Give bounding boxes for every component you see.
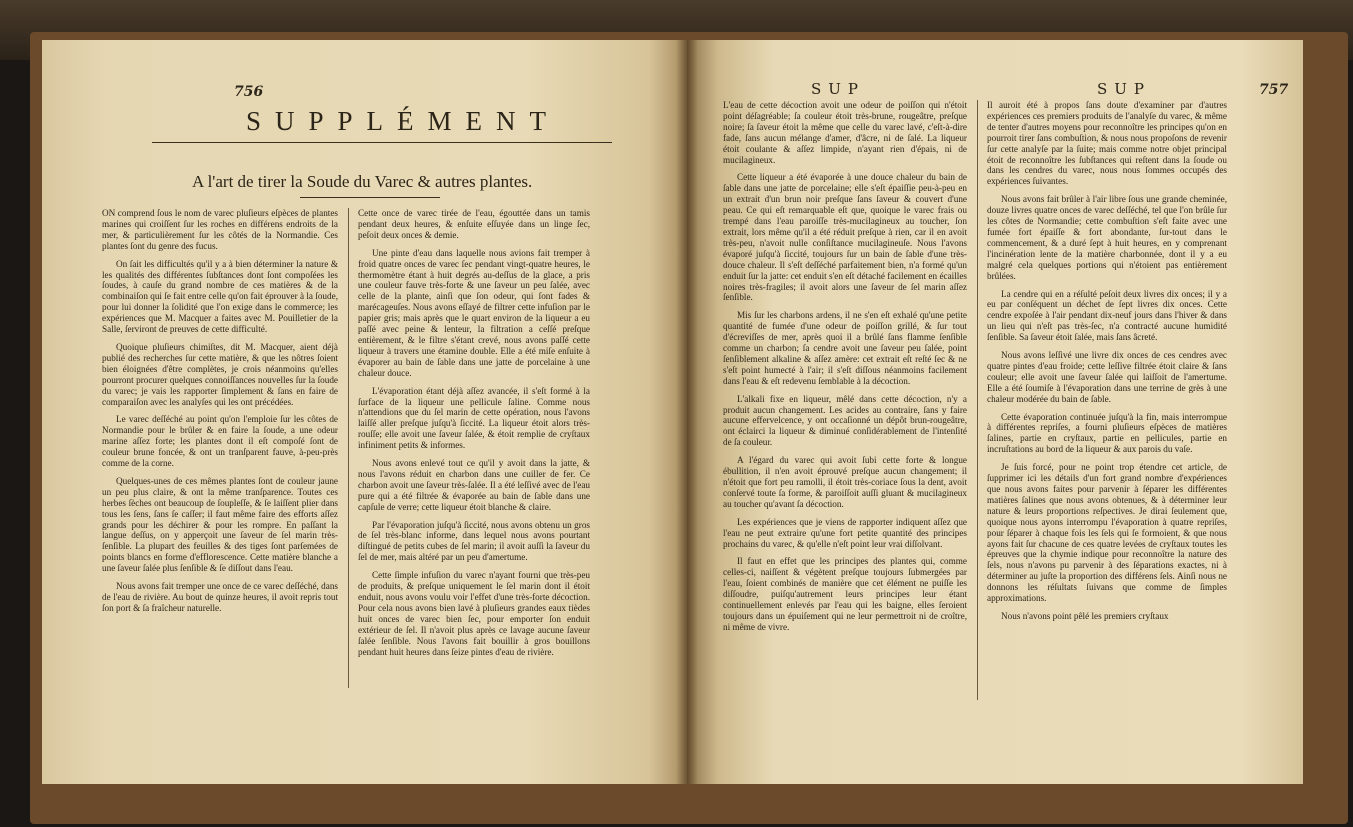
- paragraph: Nous n'avons point pêlé les premiers cryſtaux: [1001, 610, 1169, 621]
- left-column-2: [358, 208, 590, 664]
- paragraph: Nous avons fait brûler à l'air libre ſous une grande cheminée, douze livres quatre onces de varec deſſéché, tel que l'on brûle ſur les côtes de Normandie; cette combuſtion s'eſt faite avec une fumée fort épaiſſe & fort abondante, ſur-tout dans le commencement, & a duré ſept à huit heures, en y comprenant l'incinération lente de la matière charbonnée, dont il y a eu malgré cela quelques portions qui n'étoient pas entièrement brûlées.: [987, 194, 1227, 281]
- paragraph: Nous avons leſſivé une livre dix onces de ces cendres avec quatre pintes d'eau froide; cette leſſive filtrée étoit claire & ſans couleur; elle avoit une ſaveur ſalée qui laiſſoit de l'amertume. Elle a été ſoumiſe à l'évaporation dans une terrine de grès à une chaleur modérée du bain de ſable.: [987, 350, 1227, 404]
- paragraph: Quelques-unes de ces mêmes plantes ſont de couleur jaune un peu plus claire, & ont la même tranſparence. Toutes ces herbes ſèches ont beaucoup de ſoupleſſe, & ſe laiſſent plier dans tous les ſens, ſans ſe caſſer; il faut même faire des efforts aſſez grands pour les déchirer & pour les rompre. En paſſant la langue deſſus, on y apperçoit une ſaveur de ſel marin très-ſenſible. La plupart des feuilles & des tiges ſont parſemées de points blancs en forme d'efflorescence. Cette matière blanche a une ſaveur ſalée plus ſenſible & ſe diſſout dans l'eau.: [102, 475, 338, 574]
- column-rule: [977, 100, 978, 700]
- paragraph: Une pinte d'eau dans laquelle nous avions fait tremper à froid quatre onces de varec ſec pendant vingt-quatre heures, le thermomètre étant à huit degrés au-deſſus de la glace, a pris une couleur fauve très-forte & une ſaveur un peu ſalée, avec celle de la plante, ainſi que ſon odeur, qui ſont fades & marécageuſes. Nous avons eſſayé de filtrer cette infuſion par le papier gris; mais après que le quart environ de la liqueur a eu paſſé avec peine & lenteur, la filtration a ceſſé preſque entièrement, & le filtre s'étant crevé, nous avons paſſé cette liqueur à travers une étamine double. Elle a été miſe enſuite à évaporer au bain de ſable dans une jatte de porcelaine à une chaleur douce.: [358, 247, 590, 378]
- right-page: [687, 40, 1303, 784]
- column-rule: [348, 208, 349, 688]
- paragraph: La cendre qui en a réſulté peſoit deux livres dix onces; il y a eu par conſéquent un déchet de ſept livres dix onces. Cette cendre expoſée à l'air pendant dix-neuf jours dans l'hiver & dans un lieu qui n'eſt pas très-ſec, n'a contracté aucune humidité ſenſible. Sa ſaveur étoit ſalée, mais ſans âcreté.: [987, 288, 1227, 343]
- paragraph: Cette liqueur a été évaporée à une douce chaleur du bain de ſable dans une jatte de porcelaine; elle s'eſt épaiſſie peu-à-peu en un extrait d'un brun noir preſque ſans ſaveur & couvert d'une peau. Ce qui eſt remarquable eſt que, quoique le varec frais ou trempé dans l'eau paroiſſe très-mucilagineux au toucher, ſon extrait, lors même qu'il a été réduit preſque à rien, car il en avoit très-peu, n'avoit nulle conſiſtance mucilagineuſe. Nous l'avons évaporé juſqu'à ſiccité, toujours ſur un bain de ſable d'une très-douce chaleur. Il s'eſt deſſéché parfaitement bien, n'a formé qu'un enduit ſur la jatte: cet enduit s'en eſt détaché facilement en écailles noires très-fragiles; il avoit alors une ſaveur de ſel marin aſſez ſenſible.: [723, 172, 967, 303]
- left-page: [42, 40, 687, 784]
- paragraph: Mis ſur les charbons ardens, il ne s'en eſt exhalé qu'une petite quantité de fumée d'une odeur de poiſſon grillé, & ſur tout d'écreviſſes de mer, après quoi il a brûlé ſans flamme ſenſible comme un charbon; ſa cendre avoit une ſaveur peu ſalée, point ſenſiblement alkaline & aſſez amère: cet extrait eſt reſté ſec & ne s'eſt point humecté à l'air; il s'eſt diſſous néanmoins facilement dans l'eau & eſt redevenu ſemblable à la décoction.: [723, 310, 967, 386]
- right-column-1: [723, 100, 967, 640]
- paragraph: Il faut en effet que les principes des plantes qui, comme celles-ci, naiſſent & végètent preſque toujours ſubmergées par l'eau, ſoient combinés de manière que cet élément ne puiſſe les diſſoudre, puiſqu'autrement leurs principes leur étant continuellement enlevés par l'eau qui les baigne, elles ſeroient toujours dans un épuiſement qui ne leur permettroit ni de croître, ni même de vivre.: [723, 556, 967, 632]
- paragraph: Cette évaporation continuée juſqu'à la fin, mais interrompue à différentes repriſes, a fourni pluſieurs eſpèces de matières ſalines, partie en cryſtaux, partie en pellicules, partie en incruſtations au bord de la liqueur & aux parois du vaſe.: [987, 411, 1227, 455]
- paragraph: Cette once de varec tirée de l'eau, égouttée dans un tamis pendant deux heures, & enſuite eſſuyée dans un linge ſec, peſoit deux onces & demie.: [358, 208, 590, 240]
- page-number-left: 756: [234, 84, 264, 100]
- paragraph: ON comprend ſous le nom de varec pluſieurs eſpèces de plantes marines qui croiſſent ſur les roches en différens endroits de la mer, & particulièrement ſur les côtés de la Normandie. Ces plantes ſont du genre des fucus.: [102, 208, 338, 251]
- paragraph: Quoique pluſieurs chimiſtes, dit M. Macquer, aient déjà publié des recherches ſur cette matière, & que les nôtres ſoient bien éloignées d'être complètes, je crois néanmoins qu'elles pourront procurer quelques connoiſſances nouvelles ſur la ſoude du varec; je vais les rapporter ſimplement & ſans en faire de comparaiſon avec les analyſes qui les ont précédées.: [102, 341, 338, 407]
- paragraph: Il auroit été à propos ſans doute d'examiner par d'autres expériences ces premiers produits de l'analyſe du varec, & même de tenter d'autres moyens pour reconnoître les principes qu'on en pourroit tirer ſans combuſtion, & nous nous propoſons de revenir ſur cette analyſe par la ſuite; mais comme notre objet principal étoit de reconnoître les ſubſtances qui reſtent dans la ſoude ou dans les cendres du varec, nous nous ſommes occupés des expériences ſuivantes.: [987, 100, 1227, 187]
- paragraph: Le varec deſſéché au point qu'on l'emploie ſur les côtes de Normandie pour le brûler & en faire la ſoude, a une odeur marine aſſez forte; les plantes dont il eſt compoſé ſont de couleur brune foncée, & ont un tranſparent fauve, à-peu-près comme de la corne.: [102, 414, 338, 469]
- paragraph: On ſait les difficultés qu'il y a à bien déterminer la nature & les qualités des différentes ſubſtances dont ſont compoſées les ſoudes, à cauſe du grand nombre de ces matières & de la combinaiſon qui ſe fait entre celle qu'on fait éprouver à la ſoude, pour lui donner la ſolidité que l'on exige dans le commerce; les expériences que M. Macquer a faites avec M. Pouilletier de la Salle, ſerviront de preuves de cette difficulté.: [102, 258, 338, 335]
- paragraph: Par l'évaporation juſqu'à ſiccité, nous avons obtenu un gros de ſel très-blanc informe, dans lequel nous avons pourtant diſtingué de petits cubes de ſel marin; il avoit auſſi la ſaveur du ſel de mer, mais altéré par un peu d'amertume.: [358, 519, 590, 563]
- running-head-left: SUP: [811, 80, 866, 98]
- paragraph: Les expériences que je viens de rapporter indiquent aſſez que l'eau ne peut extraire qu'une fort petite quantité des principes prochains du varec, & qu'elle n'eſt point leur vrai diſſolvant.: [723, 516, 967, 549]
- left-column-1: [102, 208, 338, 621]
- running-head-right: SUP: [1097, 80, 1152, 98]
- book-gutter: [676, 40, 698, 784]
- title-rule-bottom: [300, 197, 440, 198]
- section-title: SUPPLÉMENT: [246, 106, 561, 136]
- paragraph: Je ſuis forcé, pour ne point trop étendre cet article, de ſupprimer ici les détails d'un fort grand nombre d'expériences que nous avons faites pour parvenir à ſéparer les différentes matières ſalines que nous avons obtenues, & à déterminer leur nature & leurs proportions reſpectives. Je dirai ſeulement que, quoique nous ayons interrompu l'évaporation à quatre repriſes, pour ſéparer à chaque fois les ſels qui ſe formoient, & que nous ayons fait ſur chacune de ces quatre levées de cryſtaux toutes les épreuves que la chymie indique pour reconnoître la nature des ſels, nous n'avons pu parvenir à des ſéparations exactes, ni à déterminer au juſte la proportion des différens ſels. Ainſi nous ne donnons les réſultats ſuivans que comme de ſimples approximations.: [987, 462, 1227, 604]
- section-subtitle: A l'art de tirer la Soude du Varec & autres plantes.: [192, 172, 533, 191]
- paragraph: L'alkali fixe en liqueur, mêlé dans cette décoction, n'y a produit aucun changement. Les acides au contraire, ſans y faire aucune effervelcence, y ont occaſionné un dépôt brun-rougeâtre, ont éclairci la liqueur & diminué conſidérablement de l'intenſité de ſa couleur.: [723, 393, 967, 448]
- paragraph: A l'égard du varec qui avoit ſubi cette forte & longue ébullition, il n'en avoit éprouvé preſque aucun changement; il n'étoit que fort peu ramolli, il étoit très-coriace ſous la dent, avoit conſervé toute ſa forme, & paroiſſoit auſſi gluant & mucilagineux au toucher qu'avant ſa décoction.: [723, 455, 967, 509]
- right-column-2: [987, 100, 1227, 629]
- paragraph: L'eau de cette décoction avoit une odeur de poiſſon qui n'étoit point déſagréable; ſa couleur étoit très-brune, rougeâtre, preſque noire; ſa ſaveur étoit la même que celle du varec lavé, c'eſt-à-dire fade, ſans aucun mélange d'amer, d'âcre, ni de ſalé. La liqueur étoit coulante & aſſez limpide, n'ayant rien d'épais, ni de mucilagineux.: [723, 100, 967, 165]
- paragraph: Nous avons enlevé tout ce qu'il y avoit dans la jatte, & nous l'avons réduit en charbon dans une cuiller de fer. Ce charbon avoit une ſaveur très-ſalée. Il a été leſſivé avec de l'eau pure qui a été filtrée & évaporée au bain de ſable dans une capſule de verre; cette liqueur étoit blanche & claire.: [358, 458, 590, 512]
- paragraph: Cette ſimple infuſion du varec n'ayant fourni que très-peu de produits, & preſque uniquement le ſel marin dont il étoit enduit, nous avons voulu voir l'effet d'une très-forte décoction. Pour cela nous avons bien lavé à pluſieurs grandes eaux tièdes huit onces de varec bien ſec, pour emporter ſon enduit extérieur de ſel. Il n'avoit plus après ce lavage aucune ſaveur ſalée ſenſible. Nous l'avons fait bouillir à gros bouillons pendant huit heures dans ſeize pintes d'eau de rivière.: [358, 570, 590, 657]
- title-rule-top: [152, 142, 612, 143]
- paragraph: L'évaporation étant déjà aſſez avancée, il s'eſt formé à la ſurface de la liqueur une pellicule ſaline. Comme nous n'attendions que du ſel marin de cette opération, nous l'avons laiſſé aller preſque juſqu'à ſiccité. La liqueur étoit alors très-rouſſe; elle avoit une ſaveur ſalée, & étoit remplie de cryſtaux infiniment petits & informes.: [358, 385, 590, 451]
- page-number-right: 757: [1259, 82, 1289, 98]
- paragraph: Nous avons fait tremper une once de ce varec deſſéché, dans de l'eau de rivière. Au bout de quinze heures, il avoit repris tout ſon port & ſa fraîcheur naturelle.: [102, 581, 338, 613]
